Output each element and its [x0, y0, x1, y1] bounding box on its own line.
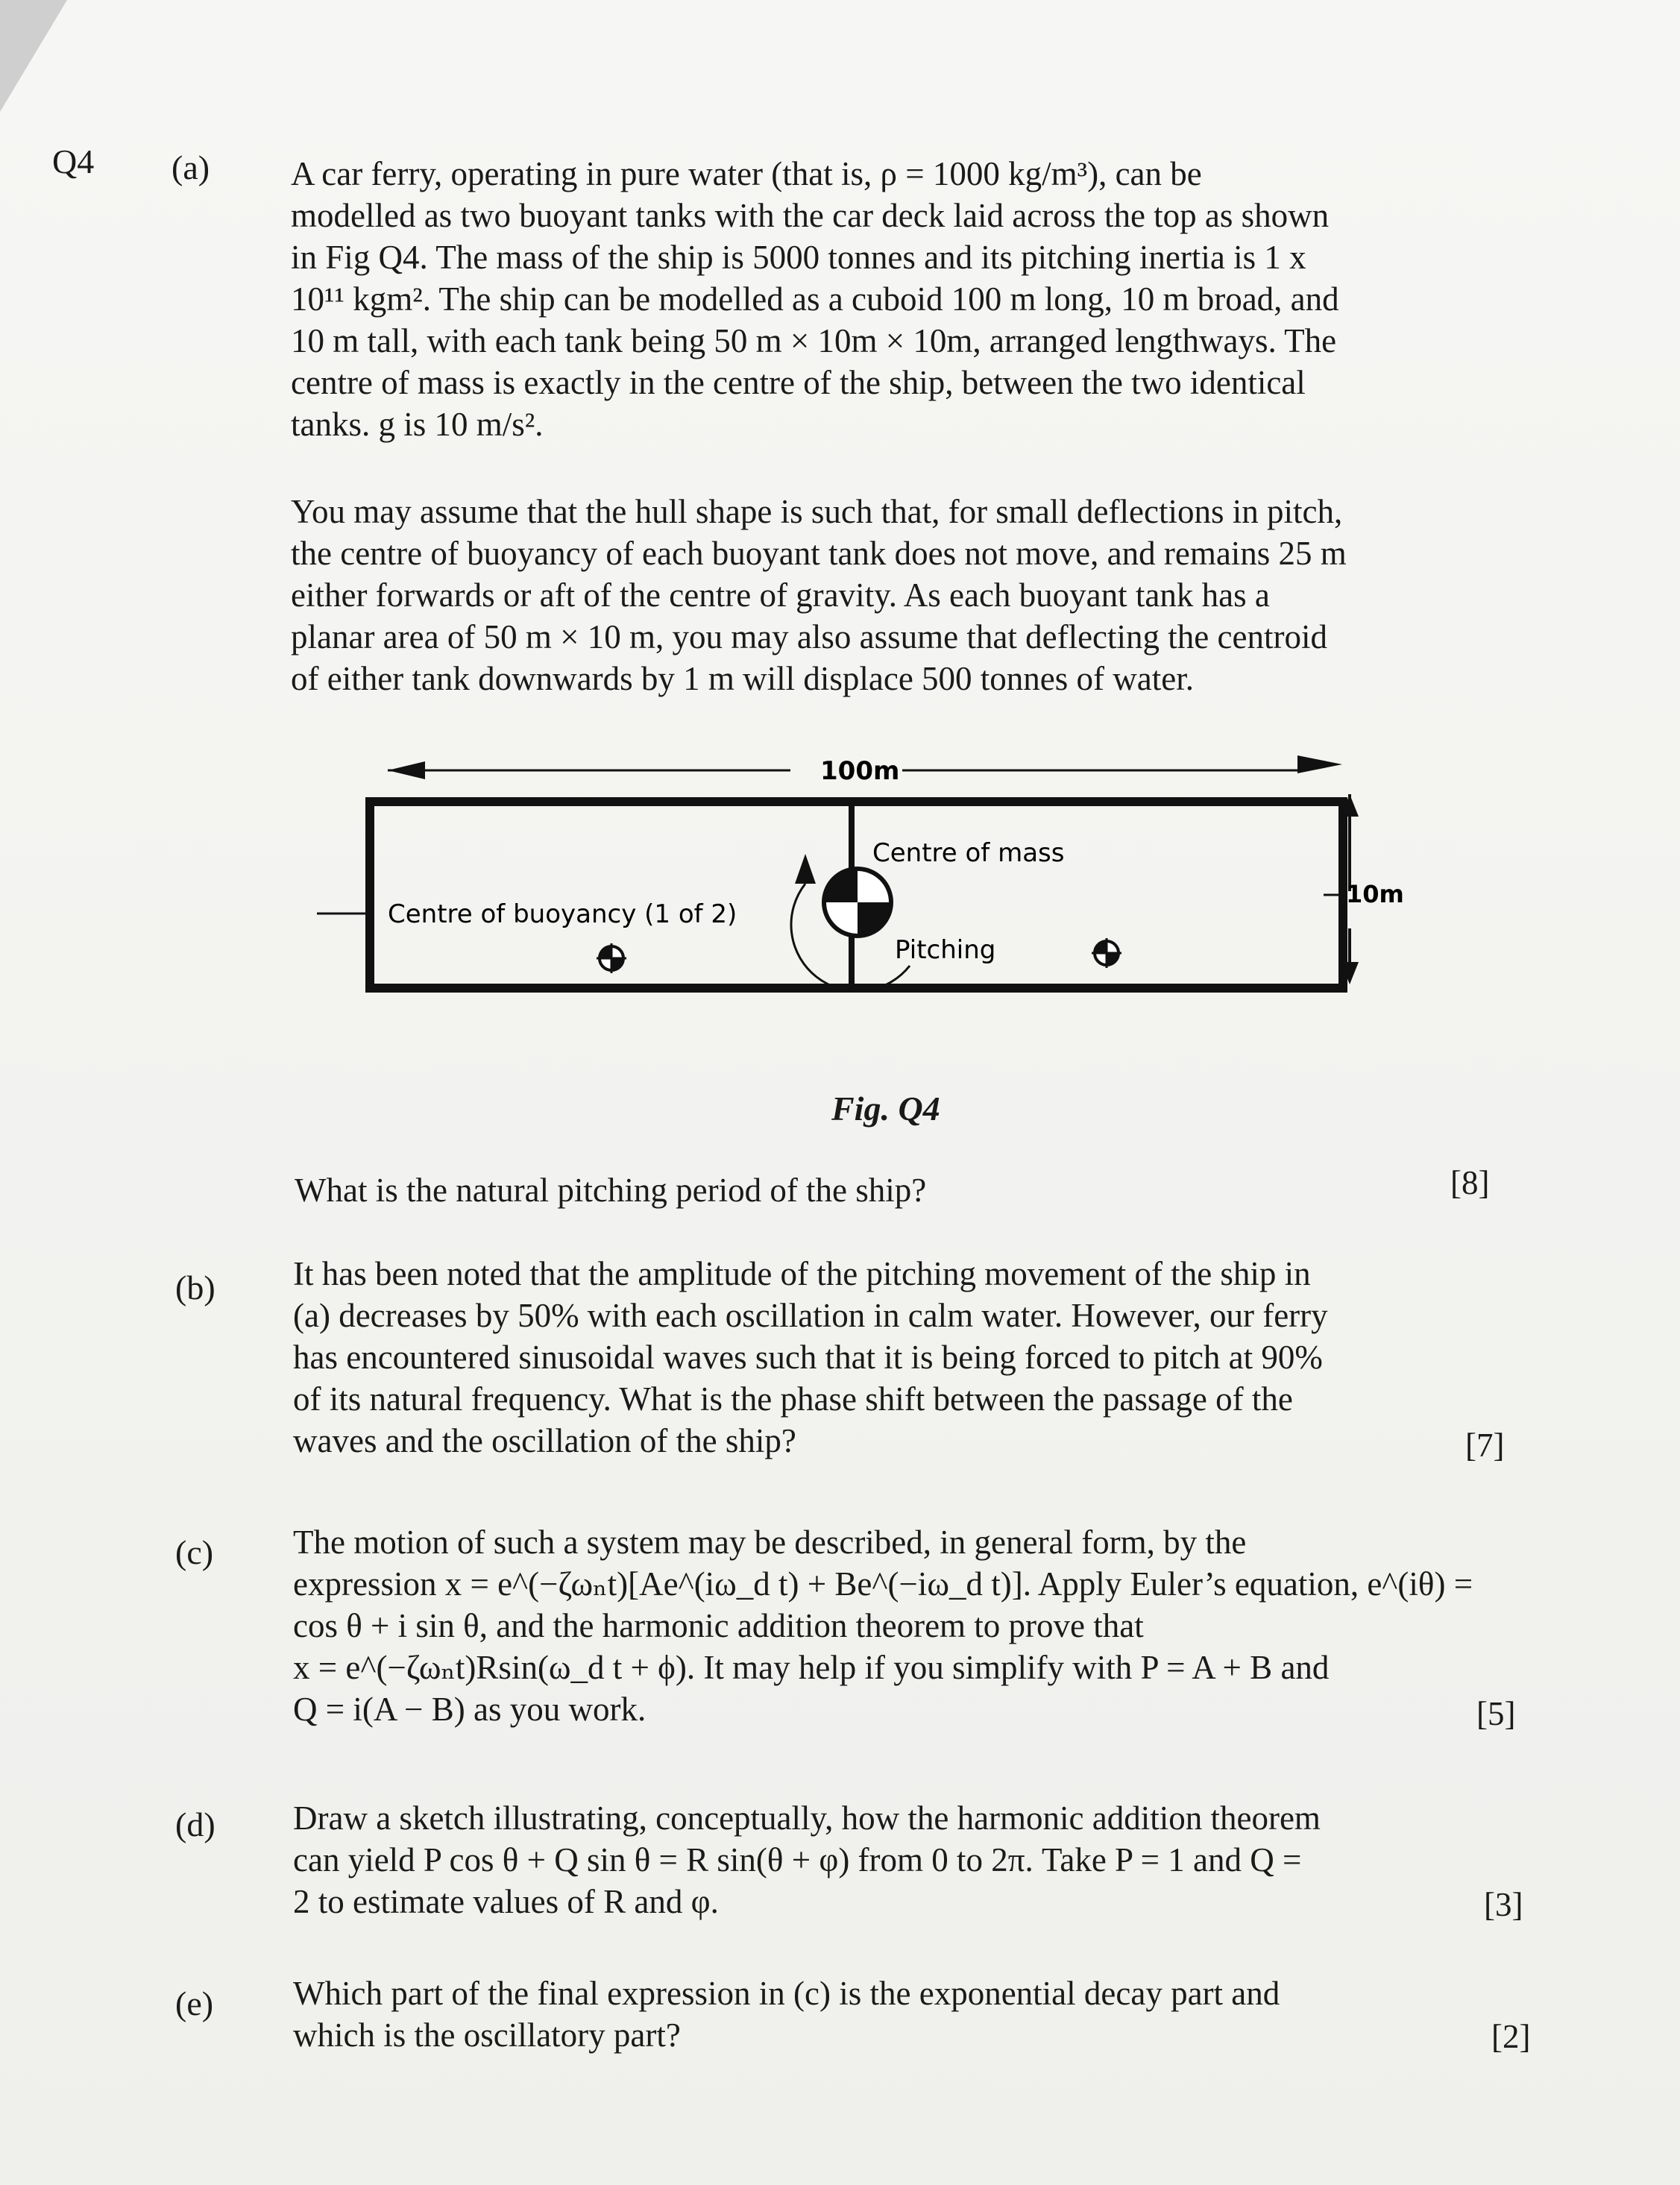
text-line: It has been noted that the amplitude of the pitching movement of the ship in: [293, 1255, 1311, 1292]
part-d-label: (d): [175, 1805, 215, 1843]
part-e-label: (e): [175, 1984, 214, 2022]
text-line: expression x = e^(−ζωₙt)[Ae^(iω_d t) + Be^(−iω_d t)]. Apply Euler’s equation, e^(iθ) =: [293, 1565, 1473, 1603]
text-line: You may assume that the hull shape is such that, for small deflections in pitch,: [291, 493, 1343, 530]
text-line: can yield P cos θ + Q sin θ = R sin(θ + φ) from 0 to 2π. Take P = 1 and Q =: [293, 1841, 1302, 1879]
part-d-text: [293, 1797, 1523, 1923]
text-line: either forwards or aft of the centre of gravity. As each buoyant tank has a: [291, 576, 1270, 614]
text-line: Draw a sketch illustrating, conceptually, how the harmonic addition theorem: [293, 1799, 1321, 1837]
text-line: The motion of such a system may be described, in general form, by the: [293, 1524, 1247, 1561]
text-line: waves and the oscillation of the ship?: [293, 1422, 796, 1459]
centre-of-mass-label: Centre of mass: [872, 838, 1065, 868]
figure-caption: Fig. Q4: [831, 1090, 940, 1128]
part-a-paragraph-1: [291, 153, 1462, 445]
text-line: centre of mass is exactly in the centre of the ship, between the two identical: [291, 364, 1306, 401]
height-label: 10m: [1346, 880, 1404, 908]
text-line: 10¹¹ kgm². The ship can be modelled as a cuboid 100 m long, 10 m broad, and: [291, 280, 1339, 318]
part-a-question: What is the natural pitching period of the ship?: [295, 1172, 927, 1209]
part-e-marks: [2]: [1491, 2018, 1531, 2055]
text-line: planar area of 50 m × 10 m, you may also assume that deflecting the centroid: [291, 618, 1327, 656]
part-a-paragraph-2: [291, 491, 1476, 699]
text-line: 2 to estimate values of R and φ.: [293, 1883, 719, 1920]
part-a-label: (a): [172, 148, 210, 186]
pitching-label: Pitching: [895, 935, 996, 965]
part-c-label: (c): [175, 1533, 214, 1571]
text-line: has encountered sinusoidal waves such that it is being forced to pitch at 90%: [293, 1339, 1323, 1376]
folded-corner: [0, 0, 67, 112]
part-c-text: [293, 1521, 1516, 1730]
text-line: which is the oscillatory part?: [293, 2016, 681, 2054]
text-line: the centre of buoyancy of each buoyant tank does not move, and remains 25 m: [291, 535, 1347, 572]
text-line: of its natural frequency. What is the phase shift between the passage of the: [293, 1380, 1293, 1418]
part-d-marks: [3]: [1484, 1886, 1523, 1923]
text-line: of either tank downwards by 1 m will displace 500 tonnes of water.: [291, 660, 1194, 697]
text-line: Which part of the final expression in (c) is the exponential decay part and: [293, 1975, 1280, 2012]
text-line: modelled as two buoyant tanks with the car deck laid across the top as shown: [291, 197, 1330, 234]
part-a-marks: [8]: [1450, 1164, 1490, 1201]
buoyancy-centre-left-icon: [597, 943, 626, 973]
part-e-text: [293, 1972, 1531, 2056]
part-c-marks: [5]: [1476, 1695, 1516, 1732]
buoyancy-label: Centre of buoyancy (1 of 2): [388, 899, 737, 929]
text-line: x = e^(−ζωₙt)Rsin(ω_d t + ϕ). It may help if you simplify with P = A + B and: [293, 1649, 1330, 1686]
text-line: tanks. g is 10 m/s².: [291, 406, 544, 443]
question-number: Q4: [52, 142, 95, 180]
buoyancy-centre-right-icon: [1092, 938, 1121, 968]
text-line: A car ferry, operating in pure water (that is, ρ = 1000 kg/m³), can be: [291, 155, 1202, 192]
part-b-marks: [7]: [1465, 1427, 1505, 1464]
length-label: 100m: [820, 756, 900, 786]
part-b-label: (b): [175, 1268, 215, 1307]
text-line: 10 m tall, with each tank being 50 m × 10m × 10m, arranged lengthways. The: [291, 322, 1337, 359]
part-b-text: [293, 1253, 1505, 1462]
centre-of-mass-icon: [824, 869, 891, 936]
text-line: Q = i(A − B) as you work.: [293, 1691, 646, 1728]
text-line: (a) decreases by 50% with each oscillation in calm water. However, our ferry: [293, 1297, 1328, 1334]
ship-diagram: [313, 735, 1404, 1003]
text-line: cos θ + i sin θ, and the harmonic addition theorem to prove that: [293, 1607, 1144, 1644]
text-line: in Fig Q4. The mass of the ship is 5000 tonnes and its pitching inertia is 1 x: [291, 239, 1306, 276]
